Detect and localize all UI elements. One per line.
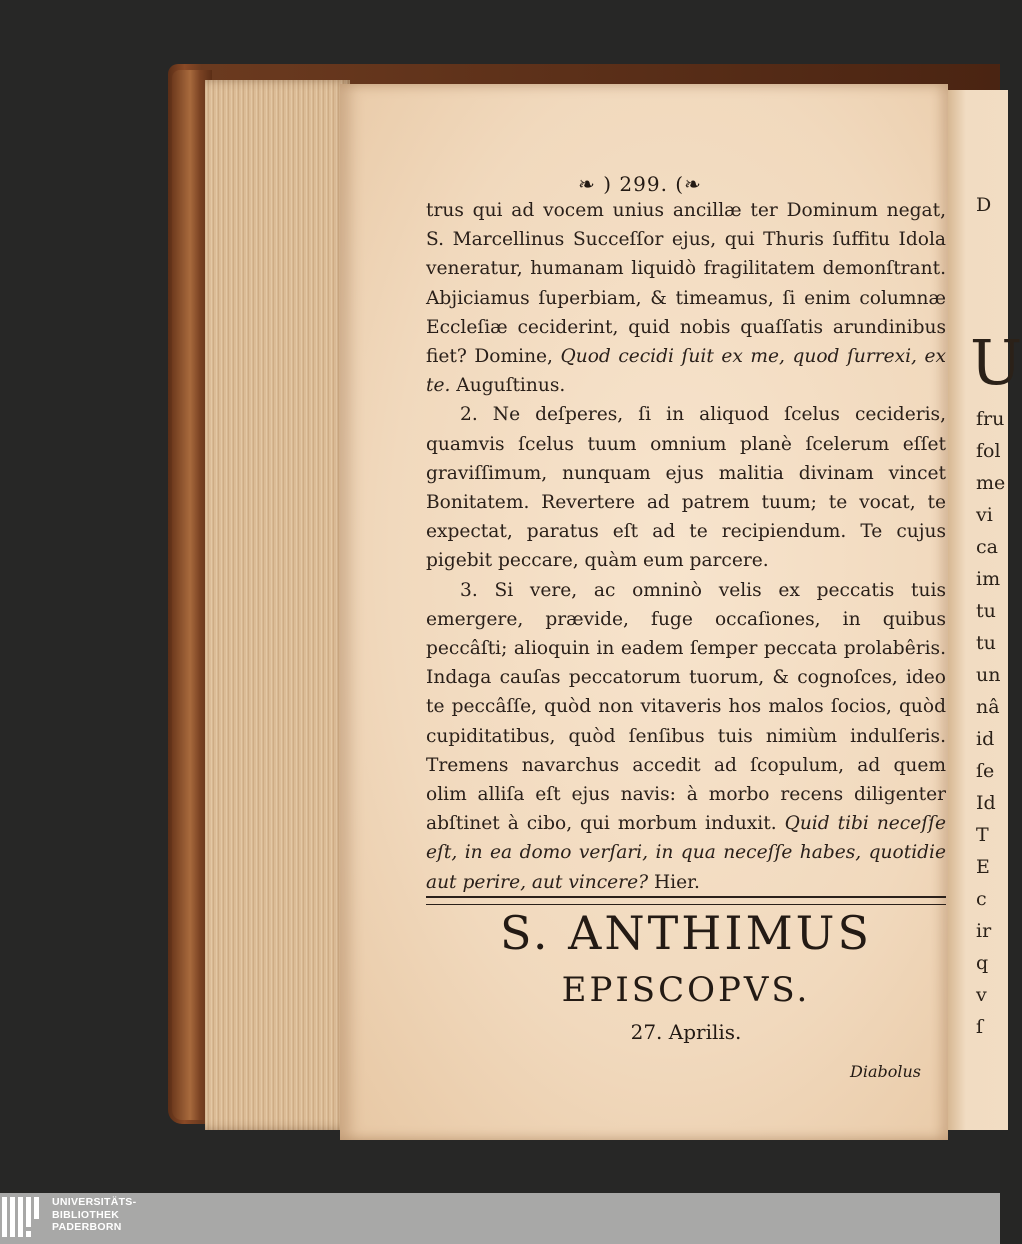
paragraph-2: 2. Ne deſperes, ſi in aliquod ſcelus cecideris, quamvis ſcelus tuum omnium planè ſcelerum eſſet graviſſimum, nunquam ejus malitia divinam vincet Bonitatem. Revertere ad patrem tuum; te vocat, te expectat, paratus eſt ad te recipiendum. Te cujus pigebit peccare, quàm eum parcere. [426,404,946,572]
quote-augustinus: Quod cecidi ſuit ex me, quod ſurrexi, ex te. [426,346,946,397]
quote-source-hieronymus: Hier. [648,871,700,893]
facing-fragment: ca [976,536,998,558]
book-page [340,84,948,1140]
facing-fragment: fru [976,408,1005,430]
facing-fragment: D [976,194,992,216]
library-logo-icon [2,1197,46,1237]
library-name: UNIVERSITÄTS- BIBLIOTHEK PADERBORN [52,1196,137,1233]
facing-fragment: im [976,568,1001,590]
facing-fragment: id [976,728,995,750]
page-header: ❧ ) 299. (❧ [578,172,702,196]
facing-fragment: v [976,984,987,1006]
facing-fragment: tu [976,600,996,622]
facing-fragment: E [976,856,990,878]
section-subtitle: EPISCOPVS. [561,970,811,1010]
page-edges [205,80,350,1130]
section-date: 27. Aprilis. [630,1020,742,1044]
catchword: Diabolus [850,1062,921,1081]
facing-fragment: c [976,888,987,910]
facing-fragment: Id [976,792,996,814]
facing-fragment: ſ [976,1016,984,1038]
facing-fragment: me [976,472,1006,494]
paragraph-1: trus qui ad vocem unius ancillæ ter Dominum negat, S. Marcellinus Succeſſor ejus, qui Thuris ſuffitu Idola veneratur, humanam liquidò fragilitatem demonſtrant. Abjiciamus ſuperbiam, & timeamus, ſi enim columnæ Eccleſiæ ceciderint, quid nobis quaſſatis arundinibus fiet? Domine, Quod cecidi ſuit ex me, quod ſurrexi, ex te. Auguſtinus. [426,200,946,397]
quote-hieronymus: Quid tibi neceſſe eſt, in ea domo verſari, in qua neceſſe habes, quotidie aut perire, aut vincere? [426,813,946,893]
facing-fragment: nâ [976,696,1000,718]
paragraph-3: 3. Si vere, ac omninò velis ex peccatis tuis emergere, prævide, fuge occaſiones, in quibus peccâſti; alioquin in eadem ſemper peccata prolabêris. Indaga cauſas peccatorum tuorum, & cognoſces, ideo te peccâſſe, quòd non vitaveris hos malos ſocios, quòd cupiditatibus, quòd ſenſibus tuis nimiùm indulſeris. Tremens navarchus accedit ad ſcopulum, ad quem olim alliſa eſt ejus navis: à morbo recens diligenter abſtinet à cibo, qui morbum induxit. Quid tibi neceſſe eſt, in ea domo verſari, in qua neceſſe habes, quotidie aut perire, aut vincere? Hier. [426,579,946,893]
facing-fragment: fol [976,440,1001,462]
quote-source-augustinus: Auguſtinus. [450,375,566,397]
facing-fragment: q [976,952,989,974]
facing-fragment: tu [976,632,996,654]
facing-fragment: ir [976,920,992,942]
facing-initial: U [970,326,1022,399]
section-divider [426,896,946,905]
facing-fragment: T [976,824,989,846]
facing-fragment: vi [976,504,993,526]
page-text [426,196,946,897]
section-title: S. ANTHIMUS [500,906,872,960]
library-footer [0,1193,1000,1244]
facing-fragment: ſe [976,760,995,782]
facing-fragment: un [976,664,1001,686]
facing-page [948,90,1022,1130]
